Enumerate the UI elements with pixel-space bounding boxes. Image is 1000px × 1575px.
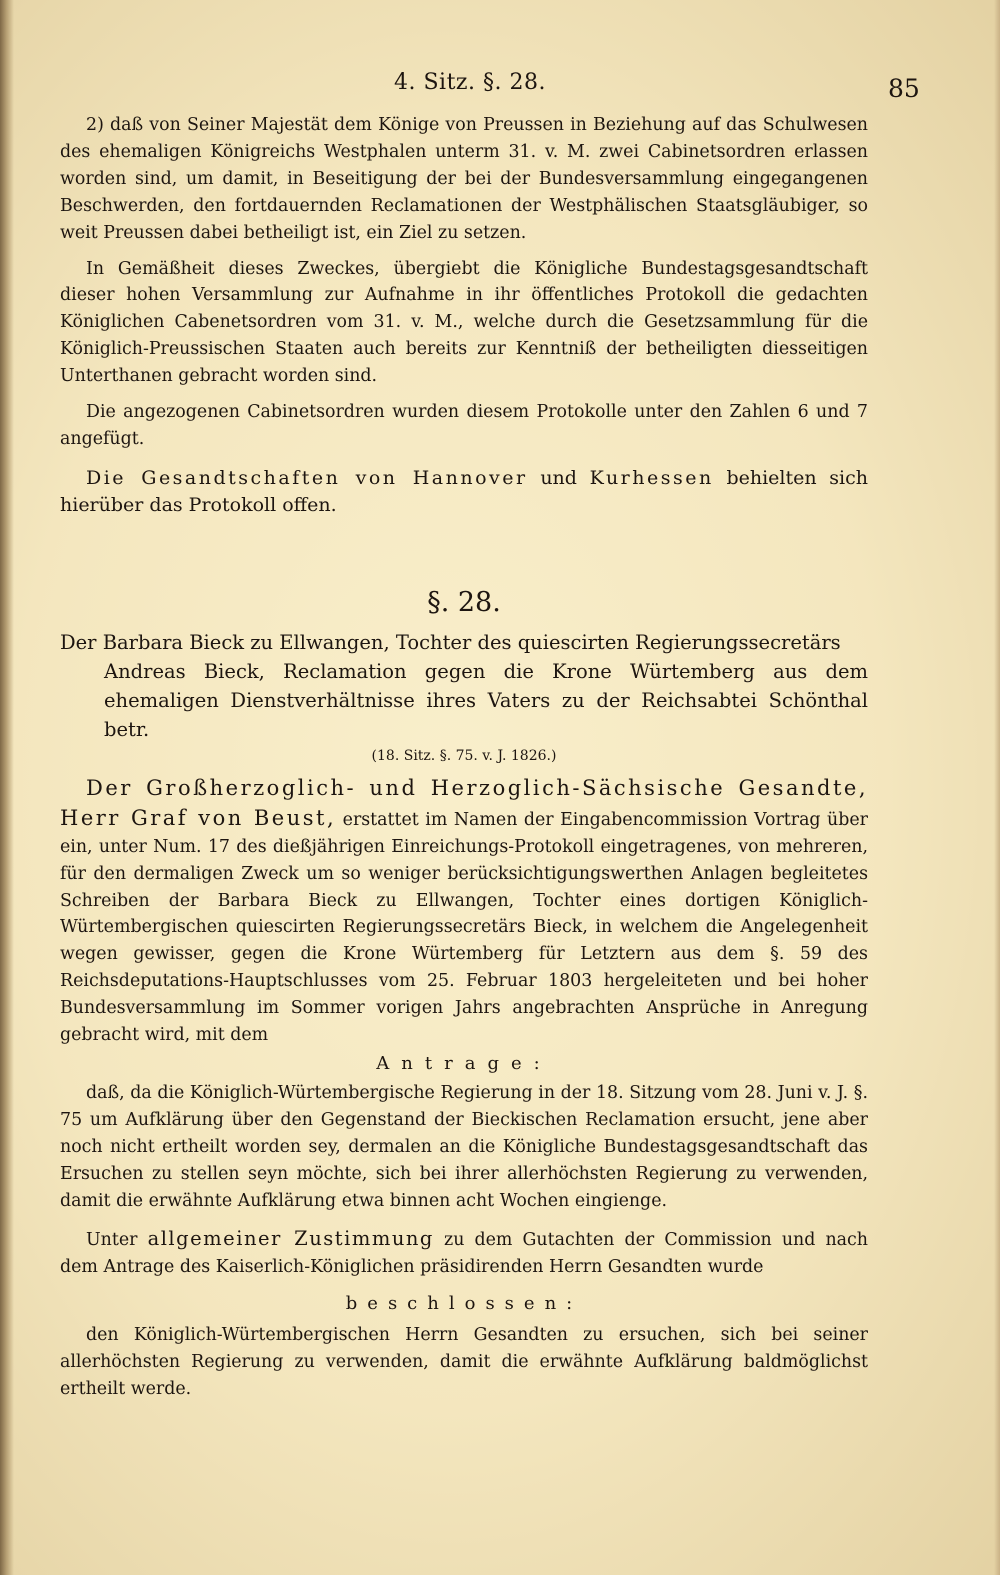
page-header	[60, 62, 920, 103]
report-lead: Der Großherzoglich- und Herzoglich-Sächsische Gesandte, Herr Graf von Beust,	[60, 775, 868, 830]
notice-lead: Die Gesandtschaften von Hannover	[86, 466, 528, 489]
page-edge	[994, 0, 1000, 1575]
notice-rest: behielten sich hierüber das Protokoll offen.	[60, 466, 869, 516]
page-body	[60, 112, 868, 1403]
unter-rest: zu dem Gutachten der Commission und nach dem Antrage des Kaiserlich-Königlichen präsidirenden Herrn Gesandten wurde	[60, 1230, 868, 1278]
running-head: 4. Sitz. §. 28.	[394, 70, 546, 95]
paragraph-unter	[60, 1226, 868, 1281]
antrag-heading: Antrage:	[376, 1052, 552, 1074]
paragraph-cabinet-orders: 2) daß von Seiner Majestät dem Könige von Preussen in Beziehung auf das Schulwesen des ehemaligen Königreichs Westphalen unterm 31. v. M. zwei Cabinetsordren erlassen worden sind, um damit, in Beseitigung der bei der Bundesversammlung eingegangenen Beschwerden, den fortdauernden Reclamationen der Westphälischen Staatsgläubiger, so weit Preussen dabei betheiligt ist, ein Ziel zu setzen.	[60, 115, 868, 243]
unter-emphasis: allgemeiner Zustimmung	[147, 1227, 434, 1251]
section-title-continuation: Andreas Bieck, Reclamation gegen die Krone Würtemberg aus dem ehemaligen Dienstverhältnisse ihres Vaters zu der Reichsabtei Schönthal betr.	[104, 659, 868, 741]
notice-mid: und	[527, 466, 590, 489]
section-reference: (18. Sitz. §. 75. v. J. 1826.)	[371, 747, 557, 764]
page-number: 85	[888, 74, 920, 103]
beschlossen-heading: beschlossen:	[345, 1293, 583, 1315]
paragraph-annex-note: Die angezogenen Cabinetsordren wurden diesem Protokolle unter den Zahlen 6 und 7 angefügt.	[60, 402, 868, 449]
unter-lead: Unter	[86, 1230, 148, 1251]
section-number: §. 28.	[427, 586, 501, 618]
section-title-first-line: Der Barbara Bieck zu Ellwangen, Tochter des quiescirten Regierungssecretärs	[60, 630, 841, 654]
page-binding-shadow	[0, 0, 14, 1575]
report-text: erstattet im Namen der Eingabencommission Vortrag über ein, unter Num. 17 des dießjährigen Einreichungs-Protokoll eingetragenes, von mehreren, für den dermaligen Zweck um so weniger berücksichtigungswerthen Anlagen begleitetes Schreiben der Barbara Bieck zu Ellwangen, Tochter eines dortigen Königlich-Würtembergischen quiescirten Regierungssecretärs Bieck, in welchem die Angelegenheit wegen gewisser, gegen die Krone Würtemberg für Letztern aus dem §. 59 des Reichsdeputations-Hauptschlusses vom 25. Februar 1803 hergeleiteten und bei hoher Bundesversammlung im Sommer vorigen Jahrs angebrachten Ansprüche in Anregung gebracht wird, mit dem	[60, 809, 868, 1046]
notice-name: Kurhessen	[589, 466, 714, 489]
paragraph-protocol-submission: In Gemäßheit dieses Zweckes, übergiebt die Königliche Bundestagsgesandtschaft dieser hohen Versammlung zur Aufnahme in ihr öffentliches Protokoll die gedachten Königlichen Cabenetsordren vom 31. v. M., welche durch die Gesetzsammlung für die Königlich-Preussischen Staaten auch bereits zur Kenntniß der betheiligten diesseitigen Unterthanen gebracht worden sind.	[60, 258, 868, 387]
paragraph-antrag: daß, da die Königlich-Würtembergische Regierung in der 18. Sitzung vom 28. Juni v. J. §. 75 um Aufklärung über den Gegenstand der Bieckischen Reclamation ersucht, jene aber noch nicht ertheilt worden sey, dermalen an die Königliche Bundestagsgesandtschaft das Ersuchen zu stellen seyn möchte, sich bei ihrer allerhöchsten Regierung zu verwenden, damit die erwähnte Aufklärung etwa binnen acht Wochen eingienge.	[60, 1082, 868, 1211]
paragraph-report	[60, 774, 868, 1049]
paragraph-protocol-reserved	[60, 465, 868, 519]
paragraph-beschlossen: den Königlich-Würtembergischen Herrn Gesandten zu ersuchen, sich bei seiner allerhöchsten Regierung zu verwenden, damit die erwähnte Aufklärung baldmöglichst ertheilt werde.	[60, 1325, 868, 1400]
